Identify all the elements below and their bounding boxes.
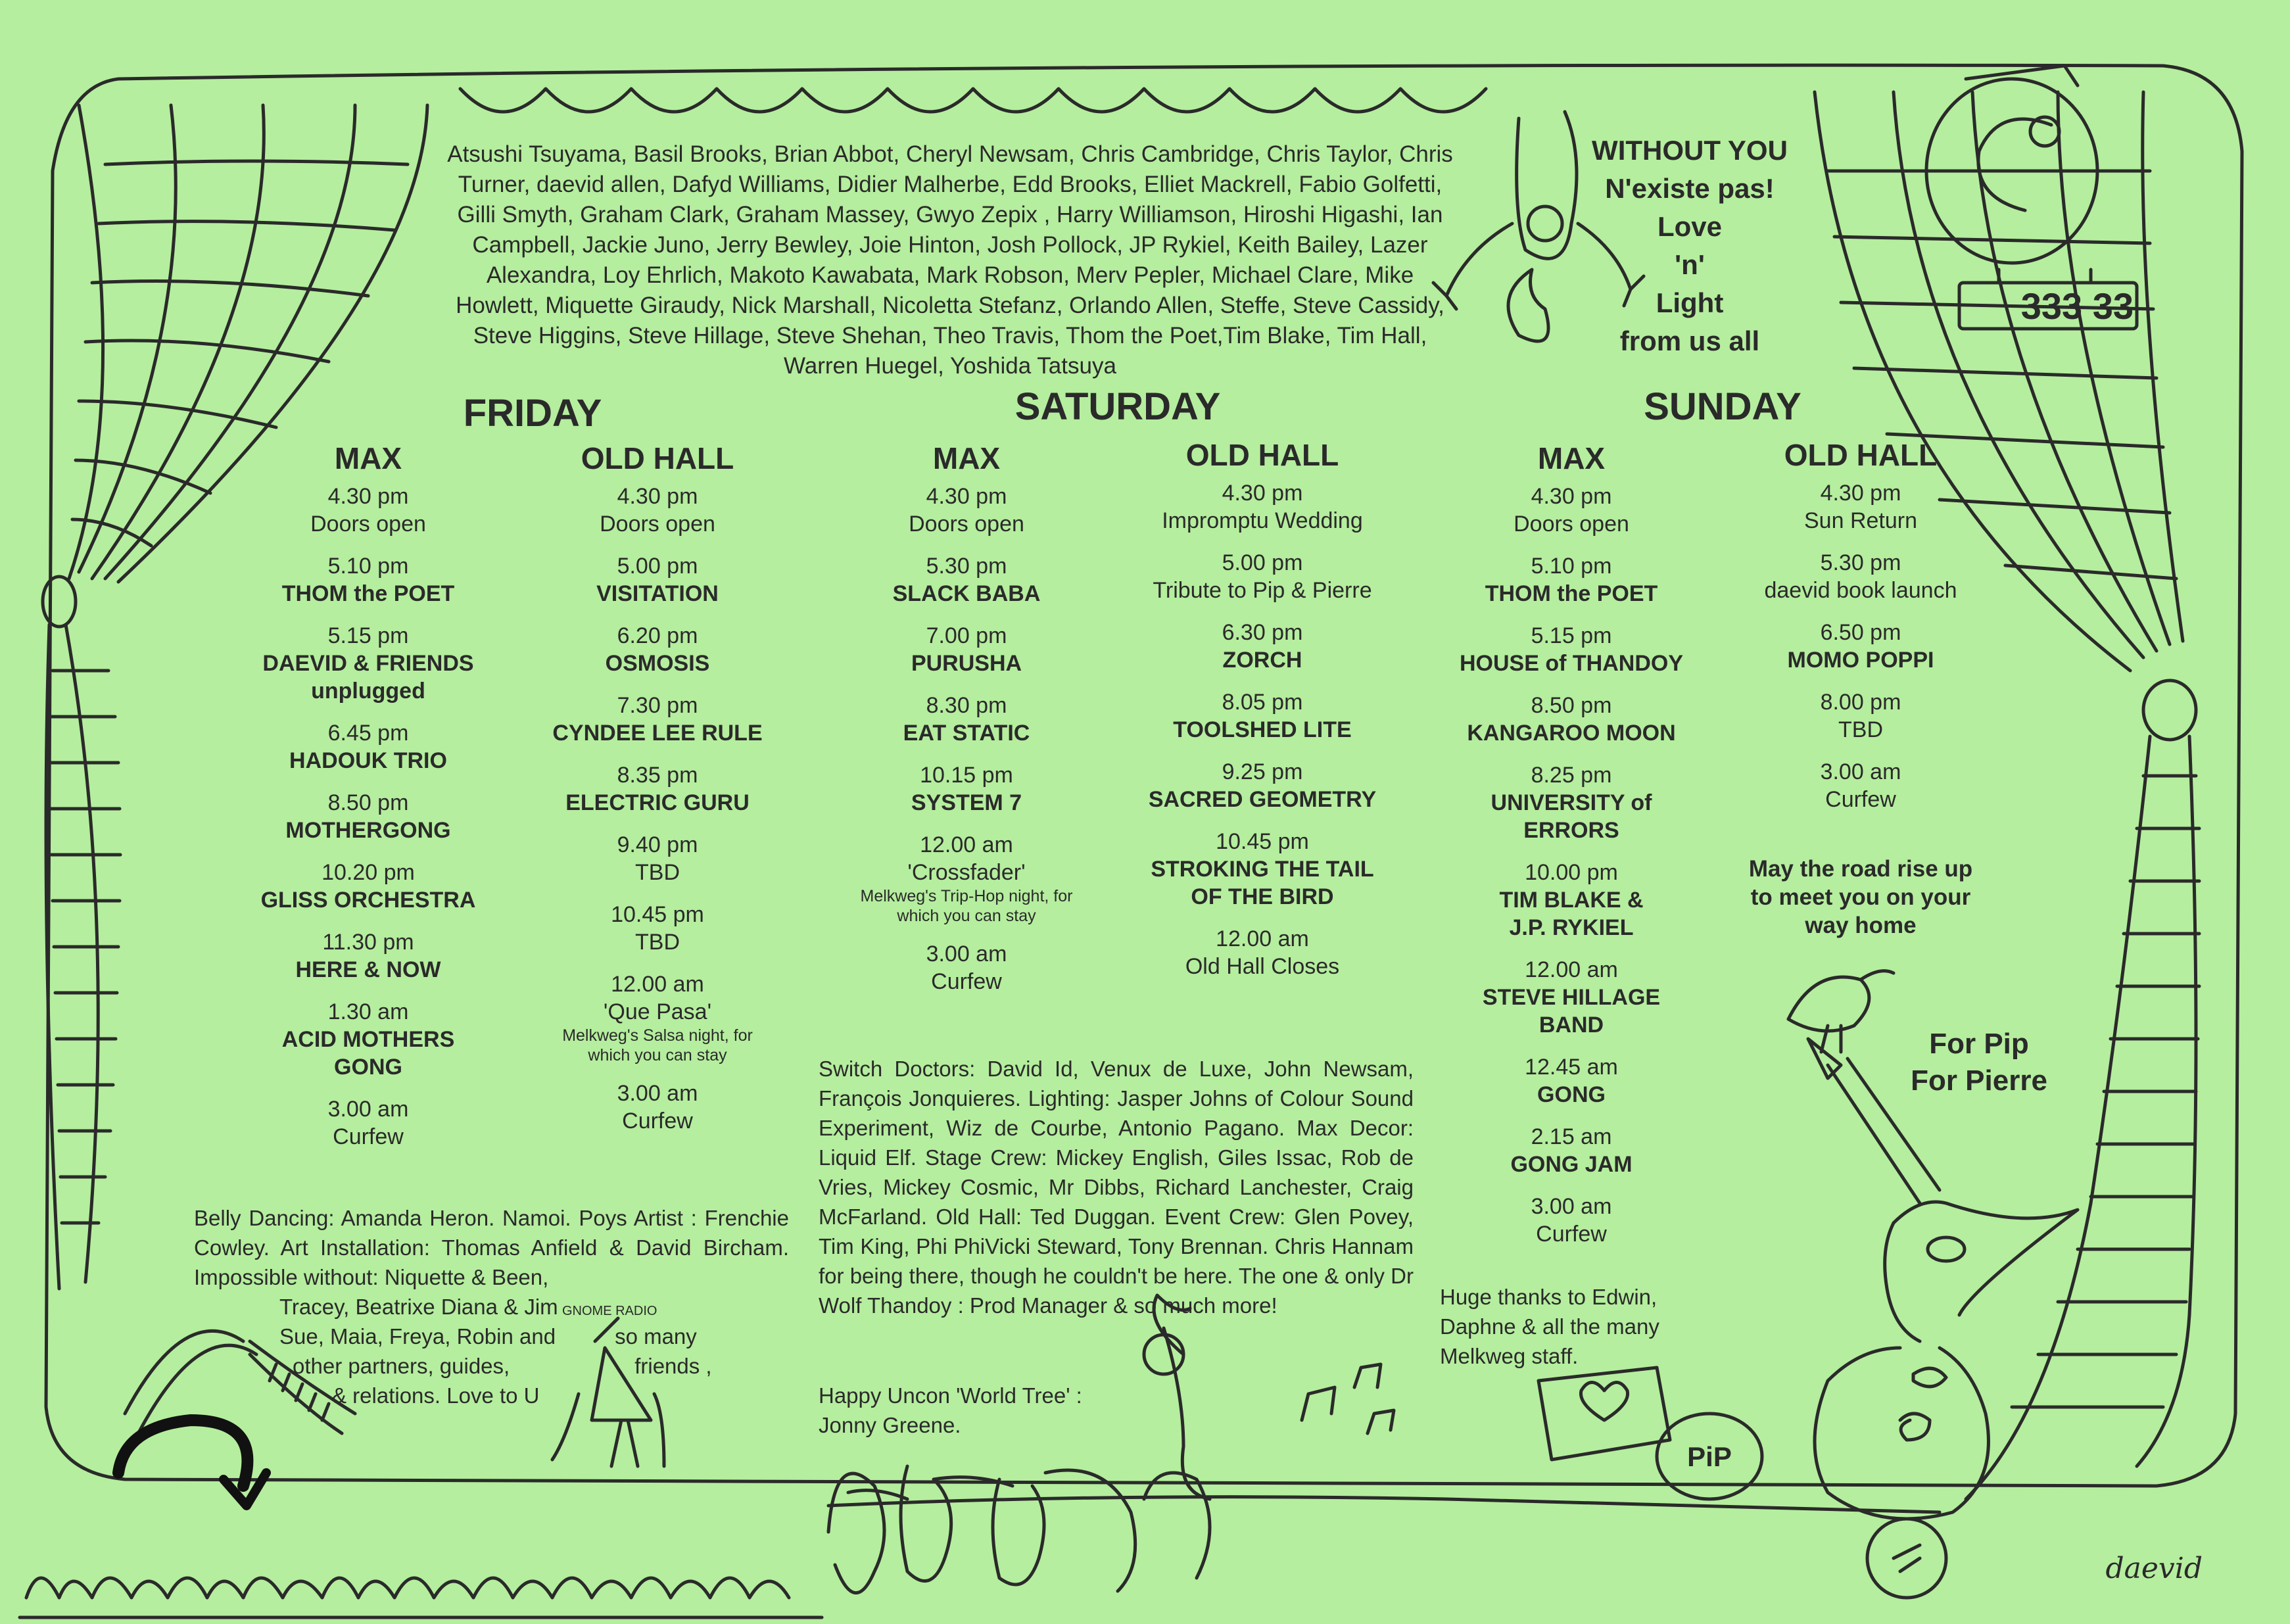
sign-number: 333 33 [2020, 285, 2134, 327]
slot-time: 6.20 pm [617, 623, 698, 648]
slot-act: Curfew [622, 1109, 693, 1134]
slot-act: UNIVERSITY of ERRORS [1491, 790, 1652, 843]
slot-act: Old Hall Closes [1185, 954, 1340, 979]
slot-time: 4.30 pm [926, 484, 1007, 509]
message-line: from us all [1619, 325, 1760, 356]
message-line: 'n' [1675, 249, 1705, 280]
schedule-slot [526, 1080, 789, 1135]
schedule-slot [526, 622, 789, 677]
slot-time: 8.50 pm [1531, 693, 1612, 718]
slot-time: 12.00 am [1216, 926, 1309, 951]
message-line: N'existe pas! [1605, 173, 1775, 204]
schedule-slot [1440, 1193, 1703, 1248]
schedule-slot [526, 483, 789, 538]
credits-tail-line [194, 1322, 789, 1351]
slot-act: SYSTEM 7 [911, 790, 1022, 815]
schedule-slot [1440, 483, 1703, 538]
schedule-slot [1124, 688, 1400, 744]
schedule-slot [526, 552, 789, 608]
slot-note: Melkweg's Trip-Hop night, for which you can stay [860, 887, 1073, 925]
slot-act: ELECTRIC GURU [565, 790, 750, 815]
slot-time: 12.00 am [611, 972, 704, 997]
slot-act: GONG [1537, 1082, 1606, 1107]
slot-act: Doors open [1514, 512, 1629, 537]
slot-act: TIM BLAKE & J.P. RYKIEL [1499, 888, 1644, 940]
slot-act: SACRED GEOMETRY [1148, 787, 1377, 812]
slot-time: 10.45 pm [611, 902, 704, 927]
schedule-slot [1440, 622, 1703, 677]
slot-time: 5.15 pm [327, 623, 409, 648]
venue-heading: OLD HALL [581, 441, 734, 475]
slot-time: 1.30 am [327, 999, 409, 1024]
schedule-saturday-max [828, 441, 1105, 1010]
slot-time: 9.40 pm [617, 832, 698, 857]
slot-time: 8.30 pm [926, 693, 1007, 718]
schedule-slot [243, 719, 493, 775]
schedule-slot [1440, 1053, 1703, 1109]
slot-time: 12.00 am [1525, 957, 1618, 982]
slot-time: 5.10 pm [1531, 554, 1612, 579]
slot-time: 7.30 pm [617, 693, 698, 718]
slot-act: Doors open [310, 512, 426, 537]
slot-act: Curfew [931, 969, 1002, 994]
slot-act: Curfew [1825, 787, 1896, 812]
schedule-slot [1736, 688, 1986, 744]
schedule-slot [1440, 956, 1703, 1039]
slot-time: 11.30 pm [322, 930, 414, 955]
schedule-slot [526, 831, 789, 886]
slot-act: DAEVID & FRIENDS unplugged [262, 651, 474, 704]
left-crew-credits-tail [194, 1292, 789, 1410]
schedule-slot [1736, 479, 1986, 535]
slot-time: 8.05 pm [1222, 690, 1303, 715]
slot-act: ACID MOTHERS GONG [281, 1027, 455, 1080]
schedule-slot [1124, 619, 1400, 674]
slot-act: GONG JAM [1510, 1152, 1633, 1177]
slot-time: 3.00 am [327, 1097, 409, 1122]
slot-time: 10.15 pm [920, 763, 1013, 788]
slot-time: 12.00 am [920, 832, 1013, 857]
schedule-slot [1736, 758, 1986, 813]
slot-act: 'Crossfader' [907, 860, 1026, 885]
slot-act: SLACK BABA [892, 581, 1041, 606]
message-line: Light [1656, 287, 1724, 318]
credits-tail-part: other partners, guides, [293, 1354, 510, 1378]
slot-time: 8.00 pm [1820, 690, 1901, 715]
slot-act: STROKING THE TAIL OF THE BIRD [1151, 857, 1374, 909]
slot-time: 3.00 am [1531, 1194, 1612, 1219]
slot-time: 3.00 am [617, 1081, 698, 1106]
schedule-slot [828, 622, 1105, 677]
schedule-slot [1440, 552, 1703, 608]
day-title-saturday: SATURDAY [1014, 385, 1221, 428]
venue-heading: MAX [334, 441, 402, 475]
slot-time: 4.30 pm [617, 484, 698, 509]
slot-act: STEVE HILLAGE BAND [1482, 985, 1661, 1038]
slot-act: VISITATION [596, 581, 719, 606]
schedule-slot [526, 970, 789, 1065]
slot-act: THOM the POET [281, 581, 455, 606]
slot-act: TBD [635, 860, 680, 885]
slot-act: Tribute to Pip & Pierre [1153, 578, 1372, 603]
schedule-slot [243, 998, 493, 1081]
slot-time: 6.50 pm [1820, 620, 1901, 645]
slot-act: 'Que Pasa' [603, 999, 712, 1024]
venue-heading: MAX [1537, 441, 1606, 475]
slot-time: 6.30 pm [1222, 620, 1303, 645]
slot-time: 8.25 pm [1531, 763, 1612, 788]
slot-act: ZORCH [1222, 648, 1302, 673]
schedule-slot [526, 692, 789, 747]
slot-act: EAT STATIC [903, 721, 1030, 746]
slot-act: HERE & NOW [295, 957, 441, 982]
schedule-slot [828, 761, 1105, 817]
slot-act: MOMO POPPI [1787, 648, 1934, 673]
credits-tail-line [194, 1351, 789, 1381]
message-line: Love [1657, 211, 1723, 242]
schedule-sunday-old-hall [1736, 437, 1986, 828]
slot-time: 10.45 pm [1216, 829, 1309, 854]
slot-act: Impromptu Wedding [1162, 508, 1363, 533]
dedication [1880, 1026, 2078, 1099]
dedication-line: For Pierre [1911, 1064, 2047, 1097]
slot-time: 5.10 pm [327, 554, 409, 579]
slot-act: TBD [635, 930, 680, 955]
slot-act: KANGAROO MOON [1467, 721, 1676, 746]
middle-crew-credits-tail: Happy Uncon 'World Tree' : Jonny Greene. [819, 1383, 1082, 1437]
slot-act: CYNDEE LEE RULE [552, 721, 763, 746]
blessing-text: May the road rise up to meet you on your way home [1748, 856, 1973, 938]
schedule-slot [1736, 619, 1986, 674]
day-title-friday: FRIDAY [463, 392, 602, 435]
slot-act: GLISS ORCHESTRA [260, 888, 476, 913]
venue-heading: MAX [932, 441, 1001, 475]
schedule-slot [1124, 549, 1400, 604]
slot-note: Melkweg's Salsa night, for which you can stay [562, 1026, 753, 1064]
schedule-slot [1124, 479, 1400, 535]
credits-tail-part: friends , [634, 1354, 712, 1378]
pip-label: PiP [1687, 1441, 1732, 1472]
slot-act: Curfew [1536, 1222, 1607, 1247]
day-title-sunday: SUNDAY [1644, 385, 1801, 428]
schedule-slot [243, 789, 493, 844]
schedule-slot [243, 859, 493, 914]
slot-act: Sun Return [1804, 508, 1917, 533]
schedule-slot [243, 928, 493, 984]
credits-tail-line: Tracey, Beatrixe Diana & Jim [279, 1295, 558, 1319]
schedule-slot [243, 552, 493, 608]
slot-act: Doors open [600, 512, 715, 537]
schedule-slot [1440, 692, 1703, 747]
slot-act: OSMOSIS [605, 651, 710, 676]
schedule-slot [526, 761, 789, 817]
schedule-slot [1440, 761, 1703, 844]
schedule-slot [243, 1095, 493, 1151]
slot-time: 3.00 am [1820, 759, 1901, 784]
schedule-friday-max [243, 441, 493, 1165]
slot-act: HOUSE of THANDOY [1460, 651, 1683, 676]
slot-time: 10.20 pm [322, 860, 415, 885]
slot-act: PURUSHA [911, 651, 1022, 676]
slot-act: TBD [1838, 717, 1883, 742]
slot-time: 8.50 pm [327, 790, 409, 815]
slot-time: 2.15 am [1531, 1124, 1612, 1149]
slot-time: 10.00 pm [1525, 860, 1618, 885]
slot-act: daevid book launch [1764, 578, 1957, 603]
schedule-saturday-old-hall [1124, 437, 1400, 995]
performer-credits: Atsushi Tsuyama, Basil Brooks, Brian Abbot, Cheryl Newsam, Chris Cambridge, Chris Taylor, Chris Turner, daevid allen, Dafyd Williams, Didier Malherbe, Edd Brooks, Elliet Mackrell, Fabio Golfetti, Gilli Smyth, Graham Clark, Graham Massey, Gwyo Zepix , Harry Williamson, Hiroshi Higashi, Ian Campbell, Jackie Juno, Jerry Bewley, Joie Hinton, Josh Pollock, JP Rykiel, Keith Bailey, Lazer Alexandra, Loy Ehrlich, Makoto Kawabata, Mark Robson, Merv Pepler, Michael Clare, Mike Howlett, Miquette Giraudy, Nick Marshall, Nicoletta Stefanz, Orlando Allen, Steffe, Steve Cassidy, Steve Higgins, Steve Hillage, Steve Shehan, Theo Travis, Thom the Poet,Tim Blake, Tim Hall, Warren Huegel, Yoshida Tatsuya [447, 141, 1453, 379]
slot-act: Curfew [333, 1124, 404, 1149]
dedication-line: For Pip [1929, 1028, 2029, 1060]
slot-time: 5.00 pm [617, 554, 698, 579]
schedule-slot [828, 692, 1105, 747]
schedule-slot [828, 483, 1105, 538]
credits-tail-part: so many [615, 1324, 697, 1349]
schedule-slot [243, 622, 493, 705]
schedule-slot [1736, 549, 1986, 604]
slot-time: 4.30 pm [1531, 484, 1612, 509]
schedule-slot [1124, 758, 1400, 813]
slot-time: 4.30 pm [327, 484, 409, 509]
venue-heading: OLD HALL [1185, 438, 1339, 472]
slot-act: THOM the POET [1485, 581, 1658, 606]
slot-time: 3.00 am [926, 942, 1007, 967]
schedule-slot [1440, 1123, 1703, 1178]
schedule-slot [1124, 828, 1400, 911]
schedule-slot [1124, 925, 1400, 980]
slot-act: MOTHERGONG [285, 818, 451, 843]
slot-time: 7.00 pm [926, 623, 1007, 648]
slot-time: 5.30 pm [926, 554, 1007, 579]
thanks-text: Huge thanks to Edwin, Daphne & all the many Melkweg staff. [1440, 1285, 1659, 1368]
schedule-slot [526, 901, 789, 956]
schedule-slot [828, 940, 1105, 995]
schedule-slot [828, 552, 1105, 608]
middle-crew-credits: Switch Doctors: David Id, Venux de Luxe, John Newsam, François Jonquieres. Lighting: Jasper Johns of Colour Sound Experiment, Wiz de Courbe, Antonio Pagano. Max Decor: Liquid Elf. Stage Crew: Mickey English, Giles Issac, Rob de Vries, Mickey Cosmic, Mr Dibbs, Richard Lanchester, Craig McFarland. Old Hall: Ted Duggan. Event Crew: Glen Povey, Tim King, Phi PhiVicki Steward, Tony Brennan. Chris Hannam for being there, though he couldn't be here. The one & only Dr Wolf Thandoy : Prod Manager & so much more! [819, 1057, 1414, 1318]
slot-act: HADOUK TRIO [289, 748, 447, 773]
signature: daevid [2105, 1552, 2203, 1585]
schedule-slot [243, 483, 493, 538]
slot-time: 9.25 pm [1222, 759, 1303, 784]
slot-time: 4.30 pm [1222, 481, 1303, 506]
credits-tail-part: Sue, Maia, Freya, Robin and [279, 1324, 556, 1349]
message-line: WITHOUT YOU [1592, 135, 1788, 166]
slot-act: Doors open [909, 512, 1024, 537]
love-message [1552, 131, 1828, 360]
slot-time: 5.30 pm [1820, 550, 1901, 575]
slot-time: 5.00 pm [1222, 550, 1303, 575]
slot-act: TOOLSHED LITE [1173, 717, 1352, 742]
slot-time: 5.15 pm [1531, 623, 1612, 648]
venue-heading: OLD HALL [1784, 438, 1938, 472]
slot-time: 12.45 am [1525, 1055, 1618, 1080]
gnome-radio-label: GNOME RADIO [562, 1304, 657, 1318]
schedule-friday-old-hall [526, 441, 789, 1149]
slot-time: 6.45 pm [327, 721, 409, 746]
schedule-slot [1440, 859, 1703, 942]
left-crew-credits: Belly Dancing: Amanda Heron. Namoi. Poys Artist : Frenchie Cowley. Art Installation: Thomas Anfield & David Bircham. Impossible without: Niquette & Been, [194, 1206, 789, 1289]
schedule-sunday-max [1440, 441, 1703, 1262]
schedule-slot [828, 831, 1105, 926]
slot-time: 4.30 pm [1820, 481, 1901, 506]
credits-tail-line: & relations. Love to U [332, 1383, 540, 1408]
slot-time: 8.35 pm [617, 763, 698, 788]
